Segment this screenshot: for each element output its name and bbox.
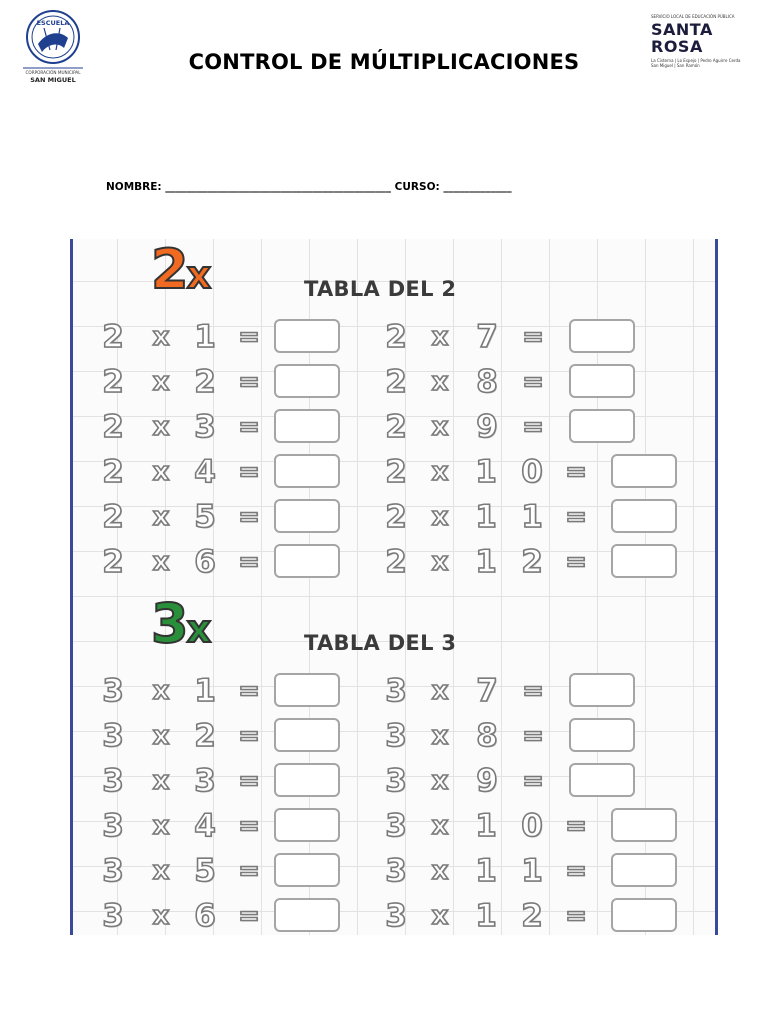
answer-box[interactable] — [274, 763, 340, 797]
times-sign: x — [431, 367, 449, 397]
digit: 1 — [521, 853, 543, 889]
digit: 6 — [194, 544, 216, 580]
equation-row — [73, 896, 715, 936]
equals-sign: = — [238, 412, 260, 442]
digit: 9 — [476, 763, 498, 799]
digit: 9 — [476, 409, 498, 445]
digit: 2 — [521, 898, 543, 934]
communes-line-1: La Cisterna | Lo Espejo | Pedro Aguirre Cerda — [651, 58, 741, 63]
times-sign: x — [431, 811, 449, 841]
equals-sign: = — [238, 856, 260, 886]
table-badge-x: x — [186, 253, 210, 297]
answer-box[interactable] — [274, 454, 340, 488]
communes-line-2: San Miguel | San Ramón — [651, 63, 700, 68]
school-logo-commune: SAN MIGUEL — [30, 76, 76, 84]
equals-sign: = — [565, 901, 587, 931]
digit: 2 — [385, 319, 407, 355]
name-course-field[interactable]: NOMBRE: ___________________________________________ CURSO: _____________ — [106, 181, 512, 193]
answer-box[interactable] — [569, 673, 635, 707]
equals-sign: = — [238, 721, 260, 751]
answer-box[interactable] — [611, 853, 677, 887]
answer-box[interactable] — [274, 544, 340, 578]
answer-box[interactable] — [274, 808, 340, 842]
table-title: TABLA DEL 2 — [304, 277, 457, 301]
times-sign: x — [431, 412, 449, 442]
digit: 4 — [194, 808, 216, 844]
service-line: SERVICIO LOCAL DE EDUCACIÓN PÚBLICA — [651, 14, 735, 19]
equals-sign: = — [238, 547, 260, 577]
answer-box[interactable] — [274, 409, 340, 443]
times-sign: x — [431, 457, 449, 487]
equation-row — [73, 806, 715, 846]
digit: 7 — [476, 319, 498, 355]
digit: 3 — [102, 898, 124, 934]
times-sign: x — [152, 547, 170, 577]
digit: 3 — [385, 898, 407, 934]
times-sign: x — [152, 322, 170, 352]
table-badge — [151, 592, 210, 656]
answer-box[interactable] — [274, 898, 340, 932]
equals-sign: = — [238, 457, 260, 487]
answer-box[interactable] — [569, 409, 635, 443]
school-logo-corp: CORPORACIÓN MUNICIPAL — [25, 70, 81, 75]
times-sign: x — [152, 811, 170, 841]
table-badge-number: 3 — [151, 592, 187, 655]
digit: 3 — [102, 763, 124, 799]
digit: 2 — [102, 409, 124, 445]
digit: 0 — [521, 808, 543, 844]
answer-box[interactable] — [569, 718, 635, 752]
digit: 2 — [385, 409, 407, 445]
equals-sign: = — [565, 457, 587, 487]
table-title: TABLA DEL 3 — [304, 631, 457, 655]
equation-row — [73, 671, 715, 711]
digit: 2 — [194, 364, 216, 400]
equals-sign: = — [238, 811, 260, 841]
equals-sign: = — [238, 766, 260, 796]
answer-box[interactable] — [611, 454, 677, 488]
times-sign: x — [431, 766, 449, 796]
times-sign: x — [431, 721, 449, 751]
times-sign: x — [152, 367, 170, 397]
equals-sign: = — [522, 676, 544, 706]
digit: 2 — [102, 499, 124, 535]
digit: 2 — [521, 544, 543, 580]
answer-box[interactable] — [274, 364, 340, 398]
digit: 2 — [385, 364, 407, 400]
answer-box[interactable] — [274, 718, 340, 752]
answer-box[interactable] — [569, 763, 635, 797]
answer-box[interactable] — [274, 319, 340, 353]
answer-box[interactable] — [569, 319, 635, 353]
times-sign: x — [152, 856, 170, 886]
equals-sign: = — [522, 412, 544, 442]
digit: 6 — [194, 898, 216, 934]
equals-sign: = — [238, 676, 260, 706]
brand-word-2: ROSA — [651, 37, 703, 56]
answer-box[interactable] — [611, 499, 677, 533]
brand-word-1: SANTA — [651, 20, 713, 39]
equals-sign: = — [522, 367, 544, 397]
school-logo-word: ESCUELA — [36, 19, 70, 27]
equation-row — [73, 452, 715, 492]
digit: 1 — [475, 544, 497, 580]
times-sign: x — [431, 901, 449, 931]
answer-box[interactable] — [274, 499, 340, 533]
digit: 3 — [102, 673, 124, 709]
equation-row — [73, 497, 715, 537]
digit: 1 — [194, 673, 216, 709]
times-sign: x — [152, 676, 170, 706]
equals-sign: = — [238, 901, 260, 931]
digit: 5 — [194, 499, 216, 535]
digit: 3 — [385, 808, 407, 844]
digit: 1 — [475, 808, 497, 844]
school-crest-icon — [20, 8, 86, 86]
digit: 1 — [475, 898, 497, 934]
answer-box[interactable] — [274, 673, 340, 707]
equation-row — [73, 761, 715, 801]
digit: 3 — [102, 853, 124, 889]
answer-box[interactable] — [611, 544, 677, 578]
digit: 7 — [476, 673, 498, 709]
equation-row — [73, 407, 715, 447]
equals-sign: = — [238, 502, 260, 532]
digit: 1 — [475, 454, 497, 490]
digit: 3 — [385, 718, 407, 754]
digit: 2 — [385, 544, 407, 580]
digit: 0 — [521, 454, 543, 490]
brand-line-2 — [651, 38, 751, 55]
equation-row — [73, 716, 715, 756]
table-badge-number: 2 — [151, 238, 187, 301]
digit: 2 — [194, 718, 216, 754]
equals-sign: = — [522, 322, 544, 352]
digit: 2 — [385, 499, 407, 535]
times-sign: x — [431, 856, 449, 886]
equals-sign: = — [565, 547, 587, 577]
digit: 1 — [475, 499, 497, 535]
times-sign: x — [152, 766, 170, 796]
equals-sign: = — [565, 811, 587, 841]
digit: 1 — [194, 319, 216, 355]
digit: 3 — [102, 808, 124, 844]
table-badge — [151, 238, 210, 302]
digit: 3 — [102, 718, 124, 754]
equals-sign: = — [238, 367, 260, 397]
digit: 3 — [194, 409, 216, 445]
worksheet — [70, 239, 718, 935]
digit: 8 — [476, 364, 498, 400]
table-badge-x: x — [186, 607, 210, 651]
times-sign: x — [152, 901, 170, 931]
times-sign: x — [431, 322, 449, 352]
brand-line-1 — [651, 21, 751, 38]
times-sign: x — [431, 676, 449, 706]
times-sign: x — [152, 502, 170, 532]
equals-sign: = — [522, 766, 544, 796]
digit: 3 — [194, 763, 216, 799]
digit: 2 — [102, 364, 124, 400]
times-sign: x — [152, 412, 170, 442]
digit: 2 — [102, 544, 124, 580]
santa-rosa-logo — [651, 14, 751, 74]
times-sign: x — [431, 502, 449, 532]
digit: 2 — [102, 454, 124, 490]
digit: 2 — [385, 454, 407, 490]
equals-sign: = — [238, 322, 260, 352]
answer-box[interactable] — [611, 808, 677, 842]
equals-sign: = — [522, 721, 544, 751]
answer-box[interactable] — [611, 898, 677, 932]
answer-box[interactable] — [569, 364, 635, 398]
equation-row — [73, 362, 715, 402]
times-sign: x — [152, 457, 170, 487]
equals-sign: = — [565, 856, 587, 886]
digit: 4 — [194, 454, 216, 490]
digit: 3 — [385, 763, 407, 799]
equation-row — [73, 851, 715, 891]
answer-box[interactable] — [274, 853, 340, 887]
digit: 8 — [476, 718, 498, 754]
times-sign: x — [152, 721, 170, 751]
equation-row — [73, 542, 715, 582]
equals-sign: = — [565, 502, 587, 532]
digit: 3 — [385, 853, 407, 889]
page-title: CONTROL DE MÚLTIPLICACIONES — [188, 50, 580, 74]
digit: 5 — [194, 853, 216, 889]
digit: 3 — [385, 673, 407, 709]
digit: 1 — [521, 499, 543, 535]
digit: 2 — [102, 319, 124, 355]
times-sign: x — [431, 547, 449, 577]
equation-row — [73, 317, 715, 357]
school-logo — [20, 8, 86, 86]
digit: 1 — [475, 853, 497, 889]
